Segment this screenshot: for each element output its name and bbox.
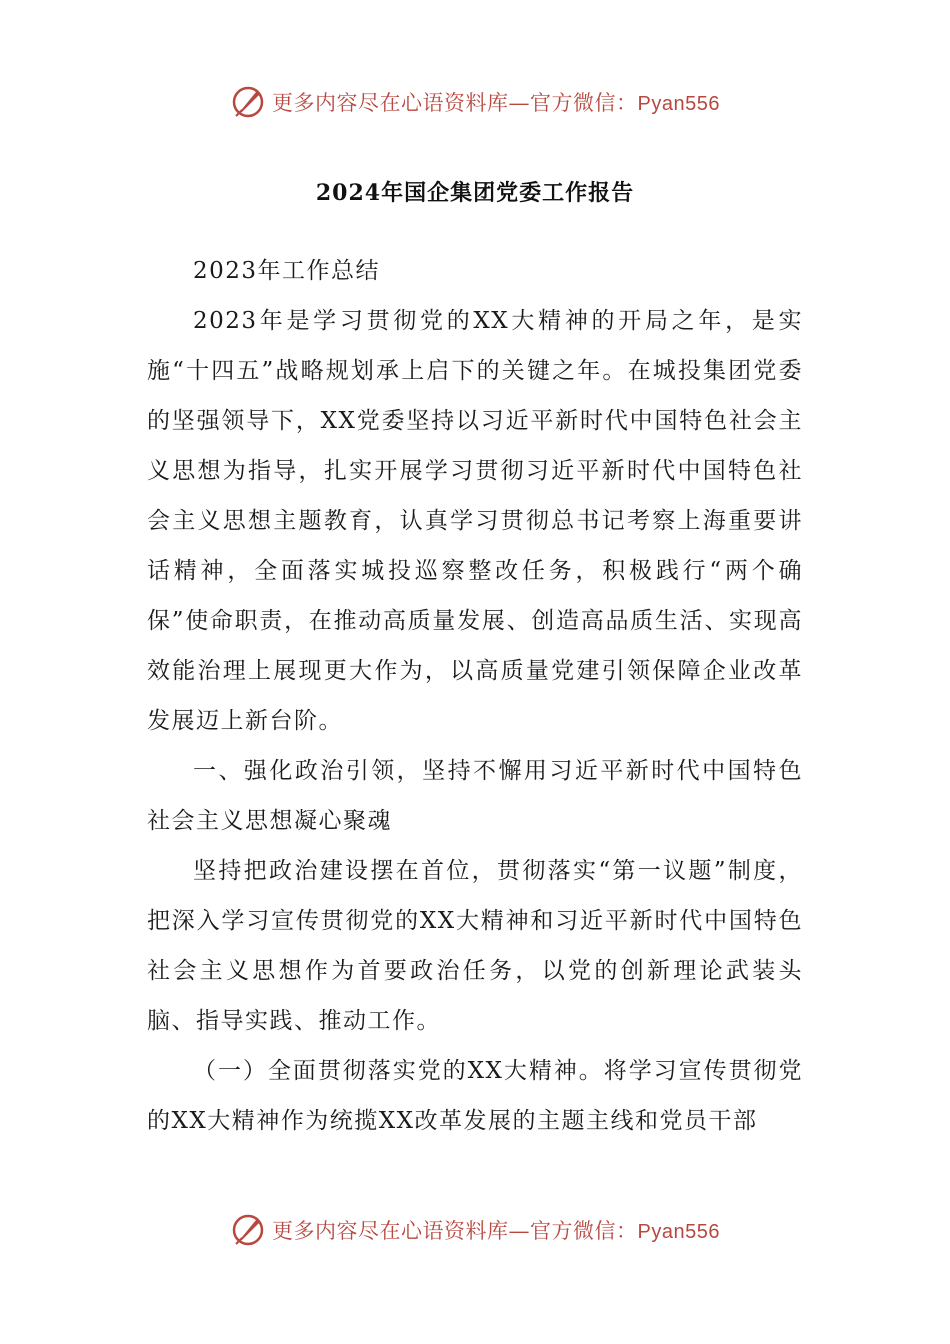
body-paragraph: 2023年是学习贯彻党的XX大精神的开局之年，是实施“十四五”战略规划承上启下的关键之年。在城投集团党委的坚强领导下，XX党委坚持以习近平新时代中国特色社会主义思想为指导，扎实开展学习贯彻习近平新时代中国特色社会主义思想主题教育，认真学习贯彻总书记考察上海重要讲话精神，全面落实城投巡察整改任务，积极践行“两个确保”使命职责，在推动高质量发展、创造高品质生活、实现高效能治理上展现更大作为，以高质量党建引领保障企业改革发展迈上新台阶。 bbox=[147, 308, 803, 734]
body-paragraph: （一）全面贯彻落实党的XX大精神。将学习宣传贯彻党的XX大精神作为统揽XX改革发展的主题主线和党员干部 bbox=[147, 1058, 803, 1134]
document-body bbox=[147, 246, 803, 1146]
wechat-id: Pyan556 bbox=[637, 1221, 720, 1243]
body-paragraph: 坚持把政治建设摆在首位，贯彻落实“第一议题”制度，把深入学习宣传贯彻党的XX大精神和习近平新时代中国特色社会主义思想作为首要政治任务，以党的创新理论武装头脑、指导实践、推动工作。 bbox=[147, 858, 803, 1034]
header-banner bbox=[0, 82, 950, 122]
section-heading: 一、强化政治引领，坚持不懈用习近平新时代中国特色社会主义思想凝心聚魂 bbox=[147, 758, 803, 834]
section-heading: 2023年工作总结 bbox=[193, 258, 381, 284]
footer-banner bbox=[0, 1210, 950, 1250]
banner-text: 更多内容尽在心语资料库—官方微信：Pyan556 bbox=[272, 1219, 720, 1243]
quill-logo-icon bbox=[230, 84, 266, 120]
wechat-id: Pyan556 bbox=[637, 93, 720, 115]
document-title: 2024年国企集团党委工作报告 bbox=[315, 180, 635, 206]
banner-text: 更多内容尽在心语资料库—官方微信：Pyan556 bbox=[272, 91, 720, 115]
quill-logo-icon bbox=[230, 1212, 266, 1248]
